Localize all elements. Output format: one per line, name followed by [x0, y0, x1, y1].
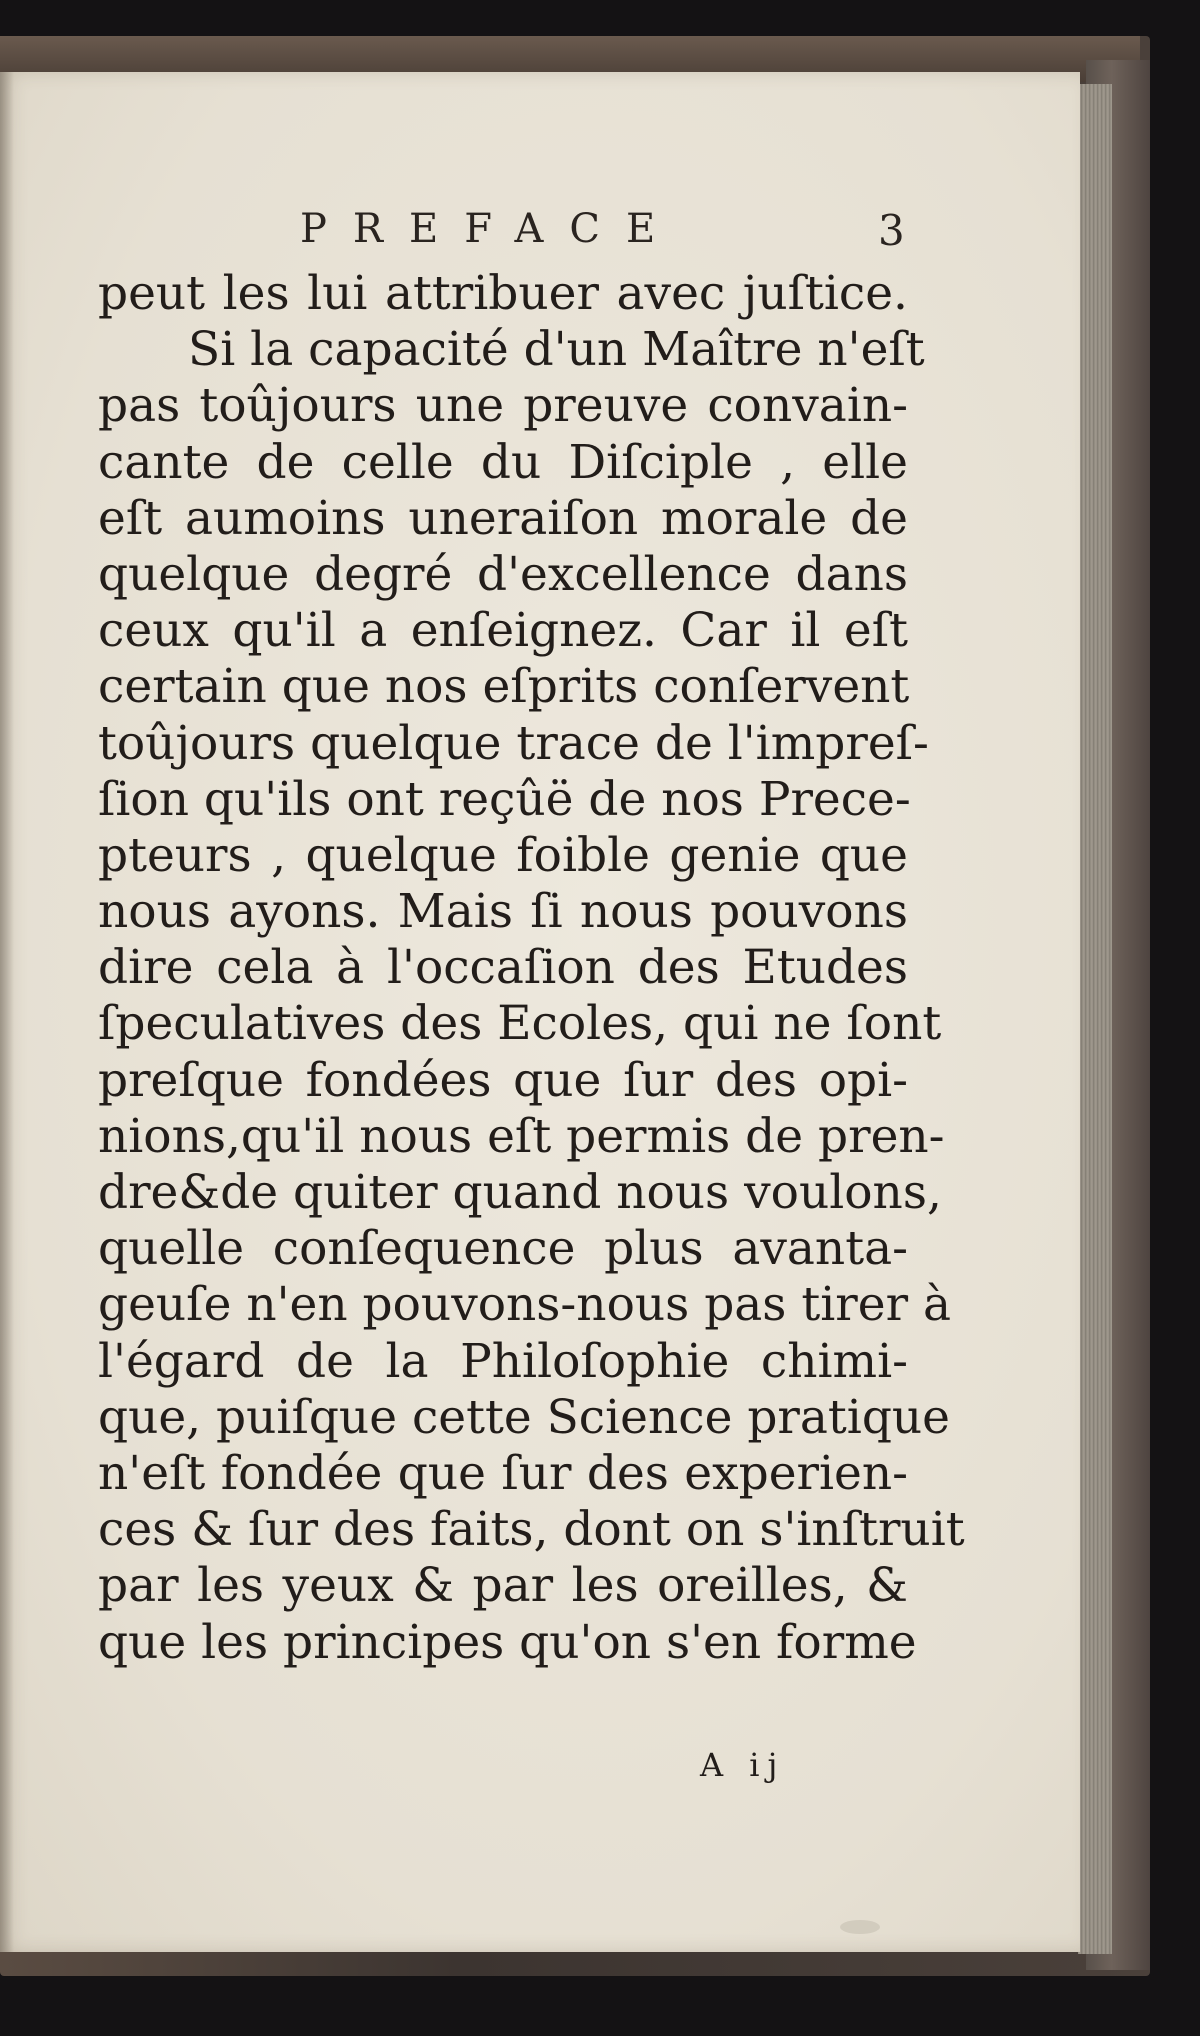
text-line: l'égard de la Philoſophie chimi-	[98, 1333, 908, 1389]
text-line: dre&de quiter quand nous voulons,	[98, 1165, 942, 1220]
text-line: quelle conſequence plus avanta-	[98, 1221, 908, 1277]
page-stack-edge	[1078, 84, 1112, 1954]
text-line: peut les lui attribuer avec juſtice.	[98, 266, 908, 321]
text-line: cante de celle du Diſciple , elle	[98, 434, 908, 490]
text-line: geuſe n'en pouvons-nous pas tirer à	[98, 1277, 951, 1333]
text-line: que les principes qu'on s'en forme	[98, 1614, 917, 1670]
text-line: quelque degré d'excellence dans	[98, 546, 908, 602]
gutter-shadow	[0, 72, 14, 1952]
running-head-title: PREFACE	[300, 206, 682, 252]
text-line: nions,qu'il nous eſt permis de pren-	[98, 1108, 945, 1164]
text-line: ſion qu'ils ont reçûë de nos Prece-	[98, 771, 911, 827]
text-line: ces & ſur des faits, dont on s'inſtruit	[98, 1502, 965, 1558]
text-line: par les yeux & par les oreilles, &	[98, 1558, 908, 1614]
text-line: preſque fondées que ſur des opi-	[98, 1052, 908, 1108]
text-line: n'eſt fondée que ſur des experien-	[98, 1445, 908, 1501]
text-line: que, puiſque cette Science pratique	[98, 1389, 950, 1445]
text-line: ceux qu'il a enſeignez. Car il eſt	[98, 603, 908, 659]
text-line: pas toûjours une preuve convain-	[98, 378, 908, 434]
body-text	[98, 266, 965, 1671]
page-number: 3	[878, 206, 905, 255]
text-line: dire cela à l'occaſion des Etudes	[98, 940, 908, 996]
running-head	[300, 206, 905, 266]
text-line: ſpeculatives des Ecoles, qui ne ſont	[98, 996, 942, 1052]
text-line: certain que nos eſprits conſervent	[98, 659, 910, 715]
text-line: Si la capacité d'un Maître n'eſt	[188, 322, 925, 378]
signature-mark: A ij	[700, 1746, 786, 1784]
text-line: pteurs , quelque foible genie que	[98, 827, 908, 883]
text-line: toûjours quelque trace de l'impreſ-	[98, 715, 929, 771]
text-line: eſt aumoins uneraiſon morale de	[98, 490, 908, 546]
text-line: nous ayons. Mais ſi nous pouvons	[98, 884, 908, 940]
paper-stain	[840, 1920, 880, 1934]
